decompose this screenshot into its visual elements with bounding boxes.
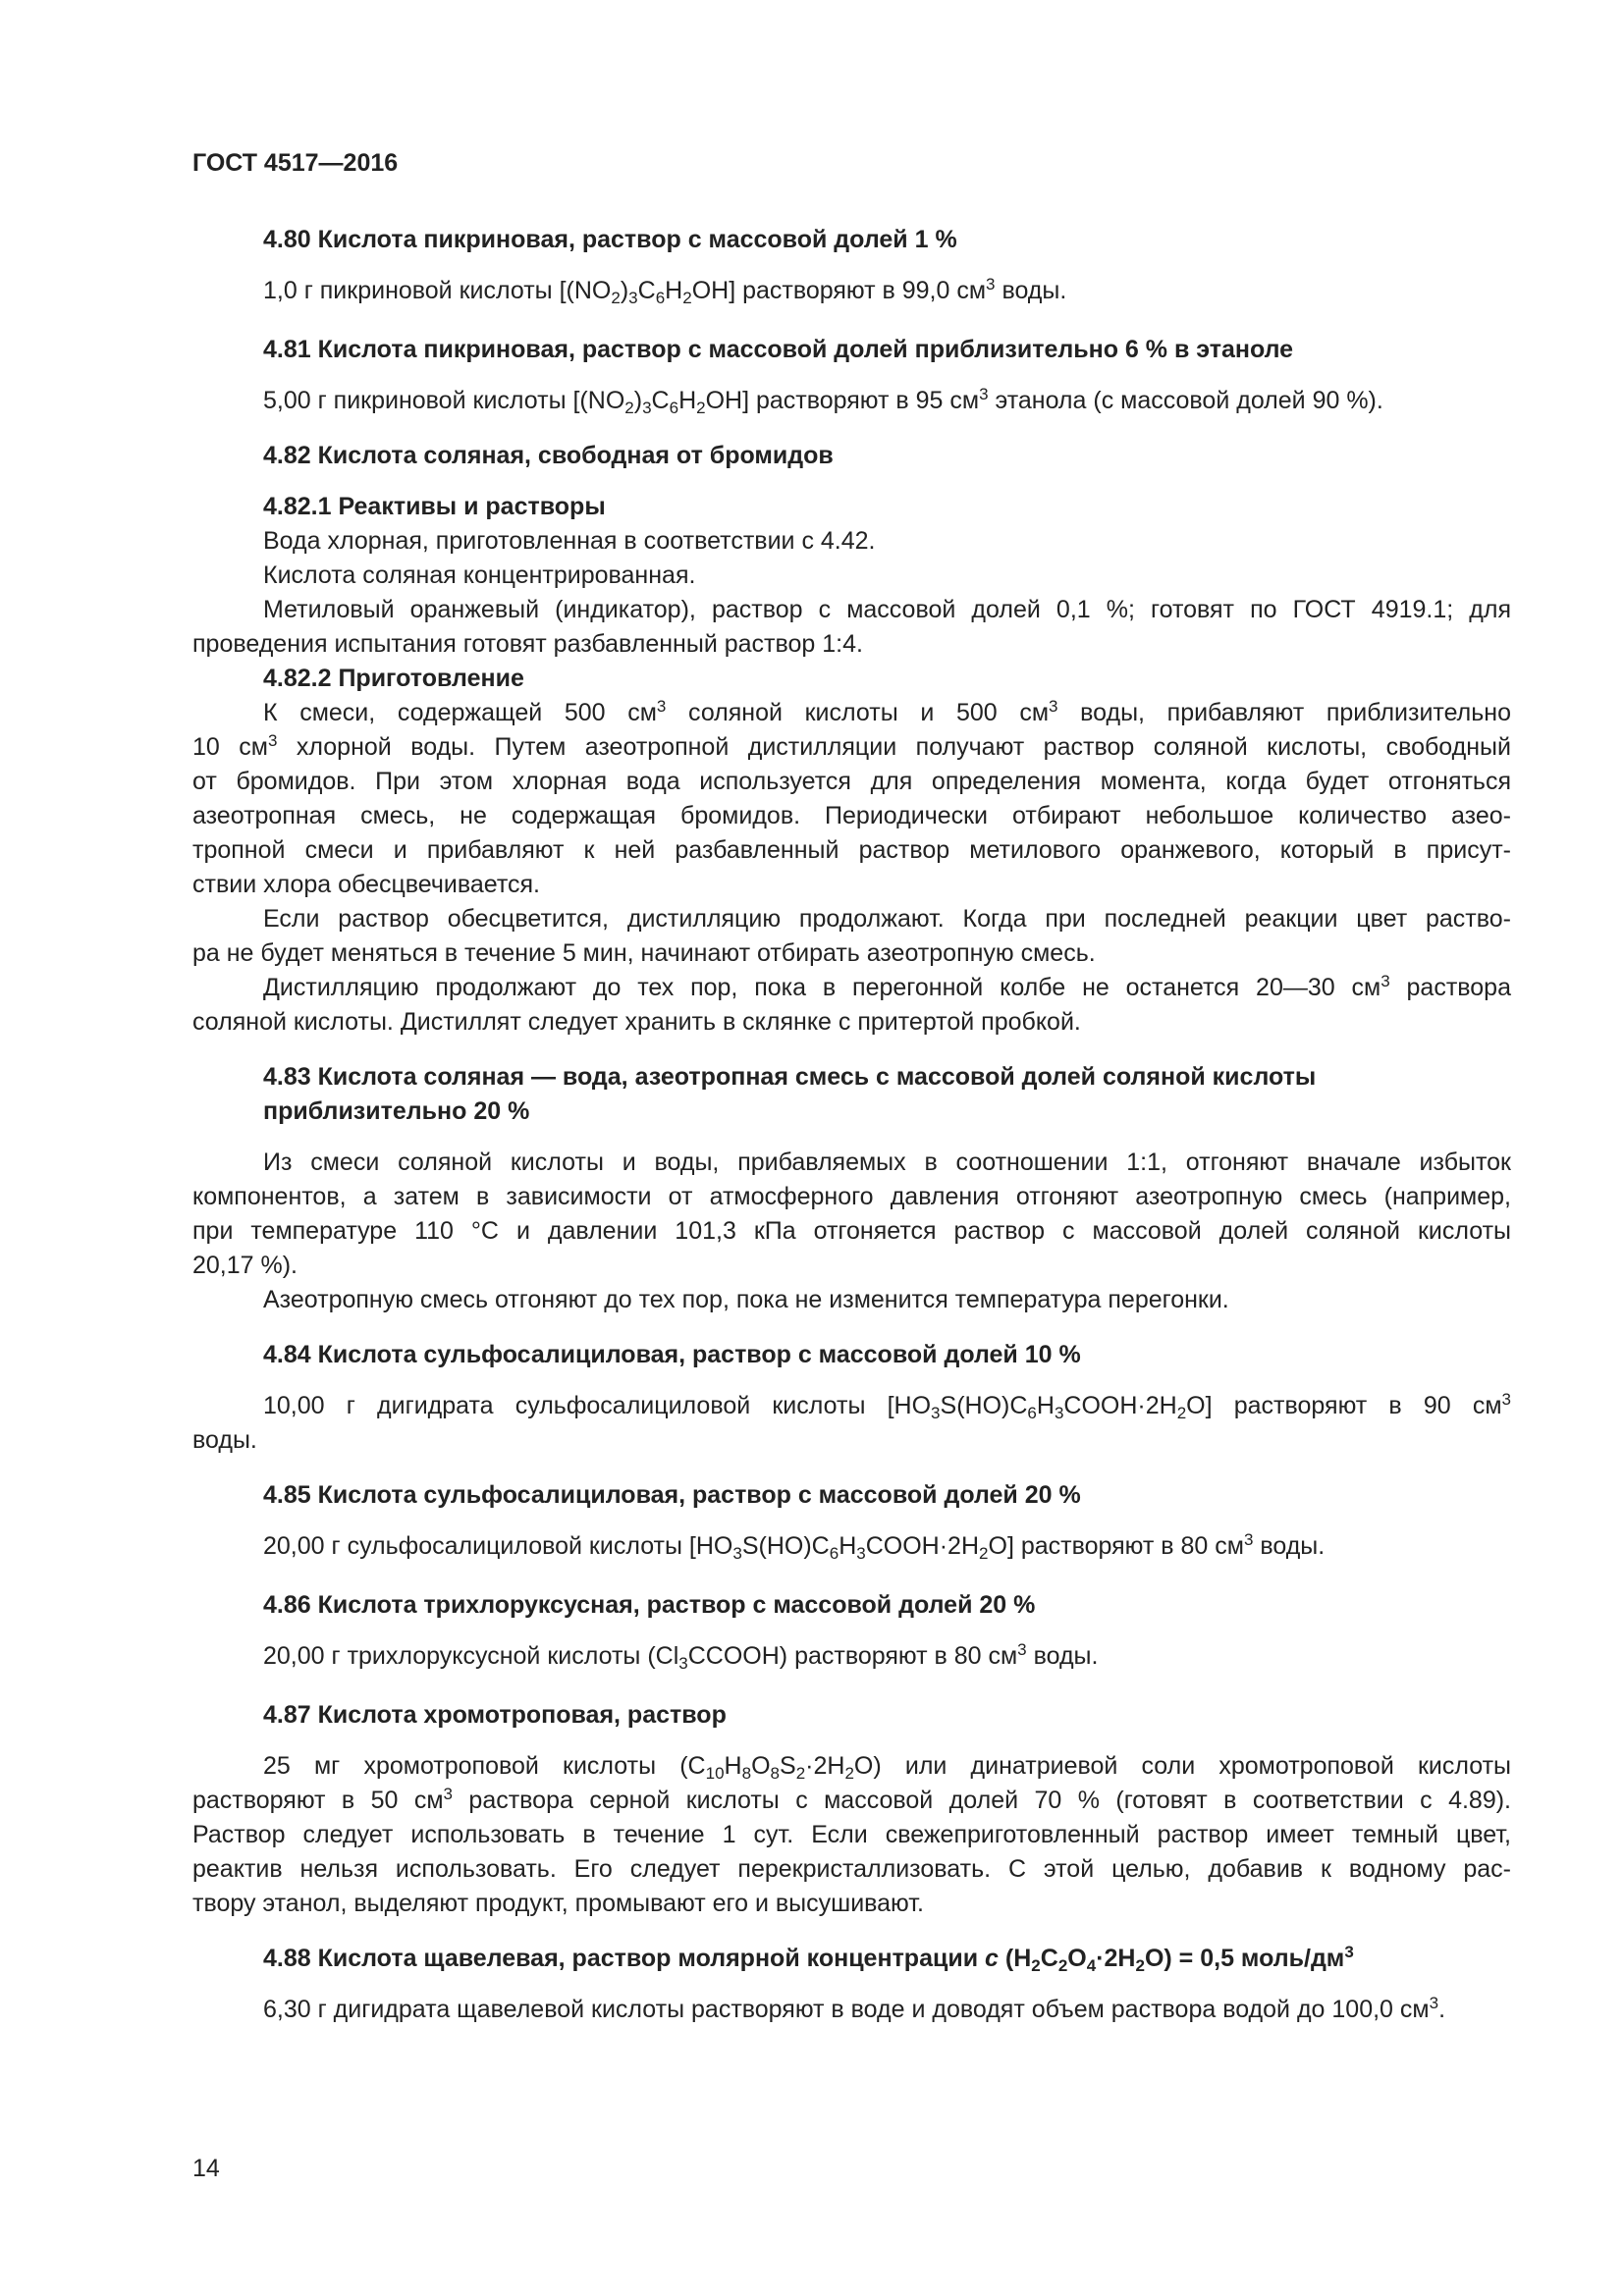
paragraph-line: Если раствор обесцветится, дистилляцию продолжают. Когда при последней реакции цвет раство- (263, 905, 1511, 933)
section-4-85-title: 4.85 Кислота сульфосалициловая, раствор с массовой долей 20 % (263, 1481, 1081, 1509)
section-4-82-title: 4.82 Кислота соляная, свободная от бромидов (263, 442, 834, 469)
section-4-88-body: 6,30 г дигидрата щавелевой кислоты растворяют в воде и доводят объем раствора водой до 100,0 $см^3$. (263, 1994, 1446, 2023)
section-4-81-title: 4.81 Кислота пикриновая, раствор с массовой долей приблизительно 6 % в этаноле (263, 336, 1294, 363)
paragraph-line: тропной смеси и прибавляют к ней разбавленный раствор метилового оранжевого, который в присут- (192, 836, 1511, 864)
paragraph-line: 20,17 %). (192, 1252, 298, 1279)
paragraph-line: растворяют в 50 $см^3$ раствора серной кислоты с массовой долей 70 % (готовят в соответствии с 4.89). (192, 1785, 1511, 1814)
paragraph-line: при температуре 110 °С и давлении 101,3 кПа отгоняется раствор с массовой долей соляной кислоты (192, 1217, 1511, 1245)
paragraph-line: Из смеси соляной кислоты и воды, прибавляемых в соотношении 1:1, отгоняют вначале избыток (263, 1148, 1511, 1176)
paragraph-line: твору этанол, выделяют продукт, промывают его и высушивают. (192, 1890, 924, 1917)
paragraph-line: 10 $см^3$ хлорной воды. Путем азеотропной дистилляции получают раствор соляной кислоты, свободный (192, 731, 1511, 761)
section-4-84-title: 4.84 Кислота сульфосалициловая, раствор с массовой долей 10 % (263, 1341, 1081, 1368)
reagent-line: Метиловый оранжевый (индикатор), раствор с массовой долей 0,1 %; готовят по ГОСТ 4919.1; для (263, 596, 1511, 623)
paragraph-line: реактив нельзя использовать. Его следует перекристаллизовать. С этой целью, добавив к водному рас- (192, 1855, 1511, 1883)
paragraph-line: компонентов, а затем в зависимости от атмосферного давления отгоняют азеотропную смесь (например, (192, 1183, 1511, 1210)
running-header: ГОСТ 4517—2016 (192, 149, 399, 177)
paragraph-line: К смеси, содержащей 500 $см^3$ соляной кислоты и 500 $см^3$ воды, прибавляют приблизительно (263, 697, 1511, 726)
section-4-80-title: 4.80 Кислота пикриновая, раствор с массовой долей 1 % (263, 226, 957, 253)
section-4-84-body-cont: воды. (192, 1426, 257, 1454)
section-4-87-title: 4.87 Кислота хромотроповая, раствор (263, 1701, 727, 1729)
section-4-82-2-title: 4.82.2 Приготовление (263, 665, 524, 692)
paragraph-line: ствии хлора обесцвечивается. (192, 871, 540, 898)
paragraph-line: соляной кислоты. Дистиллят следует хранить в склянке с притертой пробкой. (192, 1008, 1081, 1036)
paragraph-line: Раствор следует использовать в течение 1 сут. Если свежеприготовленный раствор имеет темный цвет, (192, 1821, 1511, 1848)
section-4-84-body: 10,00 г дигидрата сульфосалициловой кислоты $[HO_3S(HO)C_6H_3COOH\cdot 2H_2O]$ растворяют в 90 $см^3$ (263, 1390, 1511, 1422)
section-4-88-title: 4.88 Кислота щавелевая, раствор молярной концентрации c $(H_2C_2O_4\cdot 2H_2O) = 0,5$ моль/$дм^3$ (263, 1943, 1354, 1975)
reagent-line: Кислота соляная концентрированная. (263, 561, 696, 589)
paragraph-line: Дистилляцию продолжают до тех пор, пока в перегонной колбе не останется 20—30 $см^3$ раствора (263, 972, 1511, 1001)
section-4-83-title: 4.83 Кислота соляная — вода, азеотропная смесь с массовой долей соляной кислоты (263, 1063, 1317, 1091)
page-number: 14 (192, 2155, 220, 2182)
paragraph-line: 25 мг хромотроповой кислоты $(C_{10}H_8O_8S_2\cdot 2H_2O)$ или динатриевой соли хромотроповой кислоты (263, 1752, 1511, 1783)
paragraph-line: азеотропная смесь, не содержащая бромидов. Периодически отбирают небольшое количество азео- (192, 802, 1511, 829)
section-4-85-body: 20,00 г сульфосалициловой кислоты $[HO_3S(HO)C_6H_3COOH\cdot 2H_2O]$ растворяют в 80 $см^3$ воды. (263, 1530, 1326, 1563)
paragraph-line: от бромидов. При этом хлорная вода используется для определения момента, когда будет отгоняться (192, 768, 1511, 795)
paragraph-line: ра не будет меняться в течение 5 мин, начинают отбирать азеотропную смесь. (192, 939, 1096, 967)
section-4-86-body: 20,00 г трихлоруксусной кислоты $(Cl_3CCOOH)$ растворяют в 80 $см^3$ воды. (263, 1640, 1099, 1673)
reagent-line: проведения испытания готовят разбавленный раствор 1:4. (192, 630, 863, 658)
reagent-line: Вода хлорная, приготовленная в соответствии с 4.42. (263, 527, 876, 555)
section-4-80-body: 1,0 г пикриновой кислоты $[(NO_2)_3C_6H_2OH]$ растворяют в 99,0 $см^3$ воды. (263, 275, 1067, 307)
section-4-86-title: 4.86 Кислота трихлоруксусная, раствор с массовой долей 20 % (263, 1591, 1036, 1619)
section-4-83-title-cont: приблизительно 20 % (263, 1097, 530, 1125)
section-4-82-1-title: 4.82.1 Реактивы и растворы (263, 493, 606, 520)
section-4-81-body: 5,00 г пикриновой кислоты $[(NO_2)_3C_6H_2OH]$ растворяют в 95 $см^3$ этанола (с массовой долей 90 %). (263, 385, 1383, 417)
paragraph-line: Азеотропную смесь отгоняют до тех пор, пока не изменится температура перегонки. (263, 1286, 1229, 1313)
